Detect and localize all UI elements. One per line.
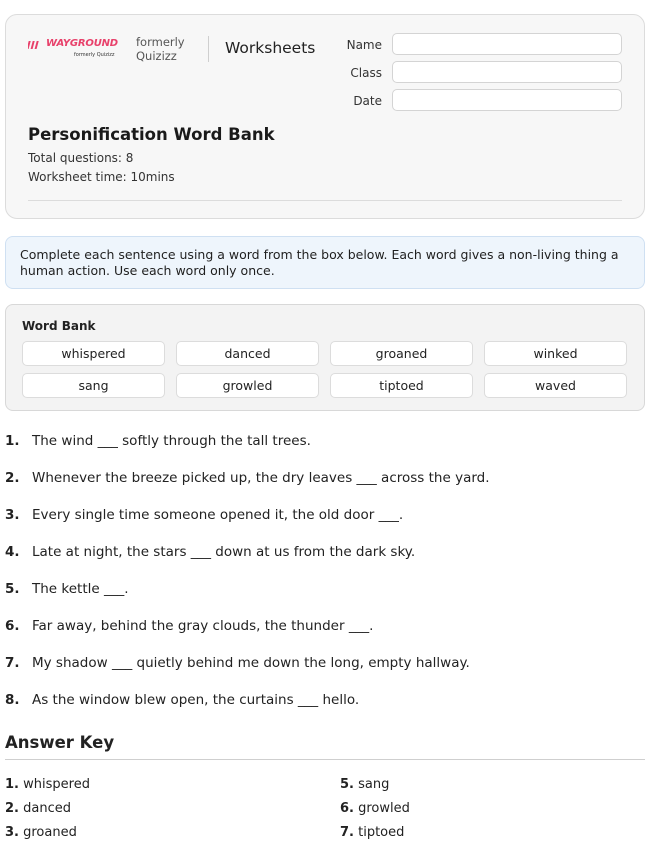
question-text: Whenever the breeze picked up, the dry leaves ___ across the yard. [32,470,490,486]
answer-item [5,801,71,816]
question-number: 4. [5,544,20,560]
name-label: Name [346,38,382,52]
question-item [5,507,403,523]
question-item [5,692,359,708]
question-number: 5. [5,581,20,597]
question-number: 6. [5,618,20,634]
header-divider-line [28,200,622,201]
question-number: 3. [5,507,20,523]
answer-number: 3. [5,825,19,840]
answer-text: groaned [23,825,77,840]
question-item [5,470,490,486]
logo-mark-icon [28,40,46,50]
class-label: Class [350,66,382,80]
answer-item [340,777,389,792]
wayground-logo [28,38,120,62]
worksheet-title: Personification Word Bank [28,125,275,144]
question-number: 7. [5,655,20,671]
answer-text: sang [358,777,390,792]
answer-number: 5. [340,777,354,792]
answer-item [5,777,90,792]
answer-text: growled [358,801,410,816]
logo-wordmark: WAYGROUND [46,38,118,49]
formerly-quizizz-text: formerly Quizizz [136,35,185,63]
answer-item [340,801,410,816]
question-number: 1. [5,433,20,449]
answer-key-title: Answer Key [5,733,115,752]
word-bank-title: Word Bank [22,319,96,333]
answer-number: 6. [340,801,354,816]
answer-number: 2. [5,801,19,816]
answer-item [5,825,77,840]
date-label: Date [353,94,382,108]
question-item [5,433,311,449]
answer-number: 7. [340,825,354,840]
instructions-text: Complete each sentence using a word from the box below. Each word gives a non-living thing a human action. Use each word only once. [20,247,619,278]
question-text: My shadow ___ quietly behind me down the long, empty hallway. [32,655,470,671]
name-field[interactable] [392,33,622,55]
word-chip: danced [176,341,319,366]
worksheet-time: Worksheet time: 10mins [28,170,175,184]
question-item [5,618,373,634]
instructions-box [5,236,645,289]
word-chip: sang [22,373,165,398]
question-item [5,581,129,597]
question-number: 2. [5,470,20,486]
date-field[interactable] [392,89,622,111]
class-field[interactable] [392,61,622,83]
question-text: Late at night, the stars ___ down at us from the dark sky. [32,544,416,560]
word-chip: waved [484,373,627,398]
header-divider [208,36,209,62]
question-text: As the window blew open, the curtains ___ hello. [32,692,360,708]
question-number: 8. [5,692,20,708]
logo-subtext: formerly Quizizz [74,52,115,58]
answer-text: danced [23,801,71,816]
word-chip: winked [484,341,627,366]
answer-text: whispered [23,777,90,792]
question-text: Every single time someone opened it, the old door ___. [32,507,404,523]
section-label: Worksheets [225,39,316,57]
word-chip: growled [176,373,319,398]
word-chip: whispered [22,341,165,366]
question-text: Far away, behind the gray clouds, the thunder ___. [32,618,374,634]
word-bank [5,304,645,411]
question-text: The wind ___ softly through the tall trees. [32,433,311,449]
word-chip: groaned [330,341,473,366]
answer-text: tiptoed [358,825,405,840]
question-item [5,655,470,671]
question-text: The kettle ___. [32,581,129,597]
total-questions: Total questions: 8 [28,151,134,165]
answer-number: 1. [5,777,19,792]
question-item [5,544,415,560]
answer-key-divider [5,759,645,760]
word-chip: tiptoed [330,373,473,398]
answer-item [340,825,404,840]
